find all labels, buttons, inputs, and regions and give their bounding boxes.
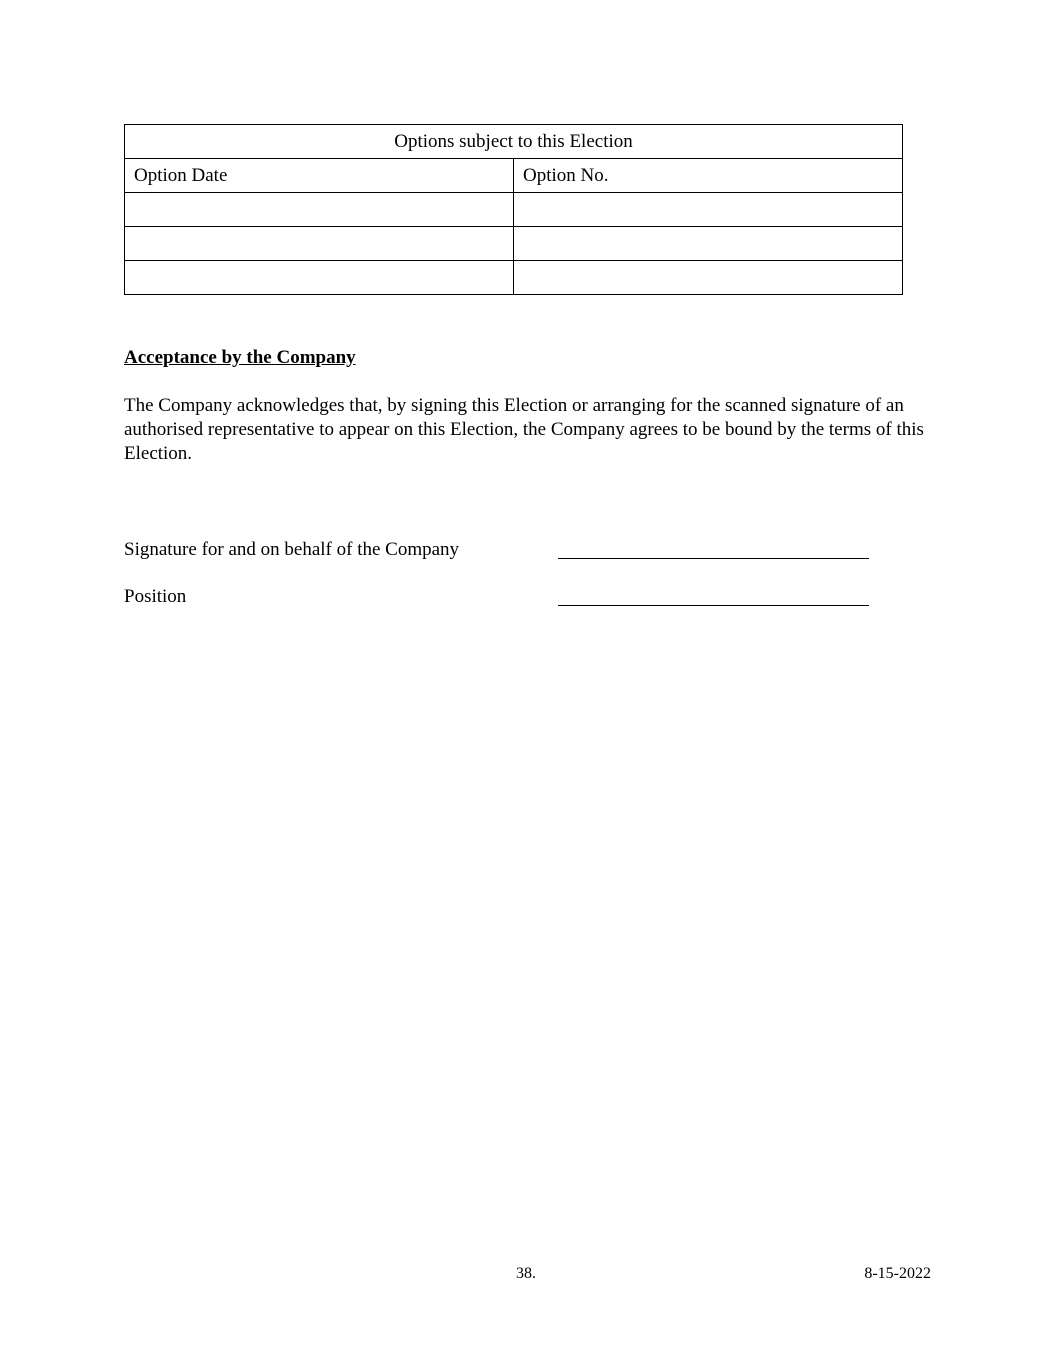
table-caption: Options subject to this Election: [125, 125, 903, 159]
option-no-cell[interactable]: [514, 193, 903, 227]
table-row: [125, 261, 903, 295]
column-header-option-date: Option Date: [125, 159, 514, 193]
signature-line[interactable]: [558, 538, 869, 559]
option-date-cell[interactable]: [125, 261, 514, 295]
page-number: 38.: [516, 1265, 536, 1282]
signature-label: Signature for and on behalf of the Company: [124, 539, 460, 560]
acceptance-heading: Acceptance by the Company: [124, 347, 356, 368]
table-row: [125, 193, 903, 227]
column-header-option-no: Option No.: [514, 159, 903, 193]
table-caption-row: [125, 125, 903, 159]
position-label: Position: [124, 586, 187, 607]
options-table: [124, 124, 903, 295]
option-date-cell[interactable]: [125, 193, 514, 227]
position-line[interactable]: [558, 585, 869, 606]
table-header-row: [125, 159, 903, 193]
option-no-cell[interactable]: [514, 227, 903, 261]
option-date-cell[interactable]: [125, 227, 514, 261]
option-no-cell[interactable]: [514, 261, 903, 295]
acceptance-paragraph: The Company acknowledges that, by signing this Election or arranging for the scanned signature of an authorised representative to appear on this Election, the Company agrees to be bound by the terms of this Election.: [124, 395, 924, 464]
table-row: [125, 227, 903, 261]
footer-date: 8-15-2022: [864, 1265, 931, 1282]
